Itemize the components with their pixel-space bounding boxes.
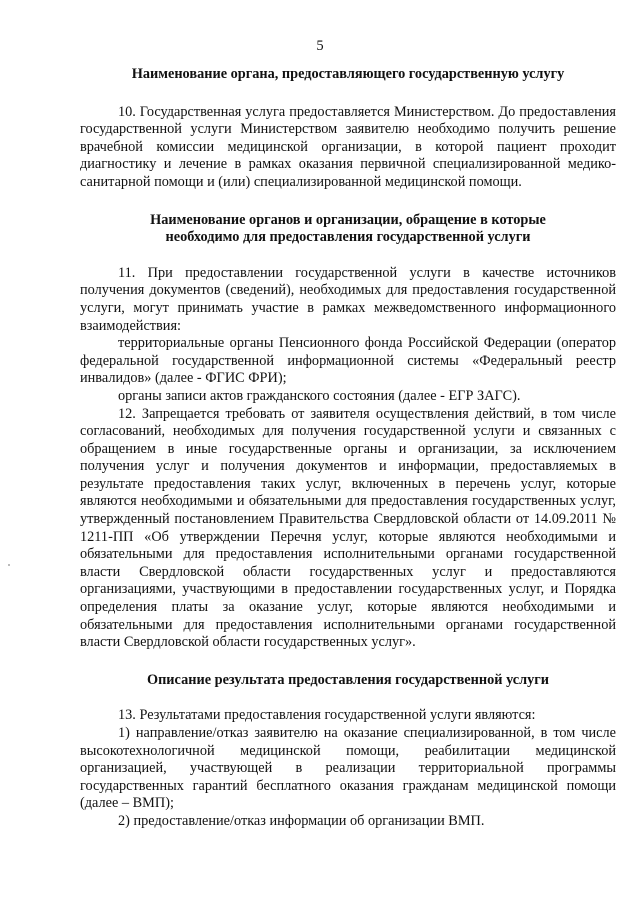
paragraph-13: 13. Результатами предоставления государственной услуги являются: xyxy=(118,707,536,724)
paragraph-12: 12. Запрещается требовать от заявителя осуществления действий, в том числе согласований, необходимых для получения государственной услуги и связанных с обращением в иные государственные органы и организации, за исключением получения услуг и получения документов и информации, предоставляемых в результате предоставления таких услуг, включенных в перечень услуг, которые являются необходимыми и обязательными для предоставления государственных услуг, утвержденный постановлением Правительства Свердловской области от 14.09.2011 № 1211-ПП «Об утверждении Перечня услуг, которые являются необходимыми и обязательными для предоставления исполнительными органами государственной власти Свердловской области государственных услуг и предоставляются организациями, участвующими в предоставлении государственных услуг, и Порядка определения платы за оказание услуг, которые являются необходимыми и обязательными для предоставления исполнительными органами государственной власти Свердловской области государственных услуг». xyxy=(80,405,616,651)
section-heading-organizations xyxy=(80,212,616,247)
paragraph-13-item-2: 2) предоставление/отказ информации об организации ВМП. xyxy=(118,812,485,829)
document-body xyxy=(80,66,616,831)
paragraph-10: 10. Государственная услуга предоставляется Министерством. До предоставления государственной услуги Министерством заявителю необходимо получить решение врачебной комиссии медицинской организации, в которой пациент проходит диагностику и лечение в рамках оказания первичной специализированной медико-санитарной помощи и (или) специализированной медицинской помощи. xyxy=(80,103,616,190)
paragraph-11-pfr: территориальные органы Пенсионного фонда Российской Федерации (оператор федеральной государственной информационной системы «Федеральный реестр инвалидов» (далее - ФГИС ФРИ); xyxy=(80,335,616,387)
paragraph-13-item-1: 1) направление/отказ заявителю на оказание специализированной, в том числе высокотехнологичной медицинской помощи, реабилитации медицинской организацией, участвующей в реализации территориальной программы государственных гарантий бесплатного оказания гражданам медицинской помощи (далее – ВМП); xyxy=(80,725,616,812)
heading-line: необходимо для предоставления государственной услуги xyxy=(165,229,531,246)
section-heading-result xyxy=(80,672,616,690)
heading-line: Наименование органов и организации, обращение в которые xyxy=(150,211,546,228)
page-number: 5 xyxy=(316,38,324,54)
heading-line: Описание результата предоставления государственной услуги xyxy=(146,671,550,688)
paragraph-11-zags: органы записи актов гражданского состояния (далее - ЕГР ЗАГС). xyxy=(118,387,521,404)
heading-line: Наименование органа, предоставляющего государственную услугу xyxy=(131,66,565,82)
paragraph-11: 11. При предоставлении государственной услуги в качестве источников получения документов (сведений), необходимых для предоставления государственной услуги, могут принимать участие в рамках межведомственного информационного взаимодействия: xyxy=(80,264,616,334)
section-heading-provider xyxy=(80,66,616,84)
scan-mark xyxy=(8,564,10,566)
